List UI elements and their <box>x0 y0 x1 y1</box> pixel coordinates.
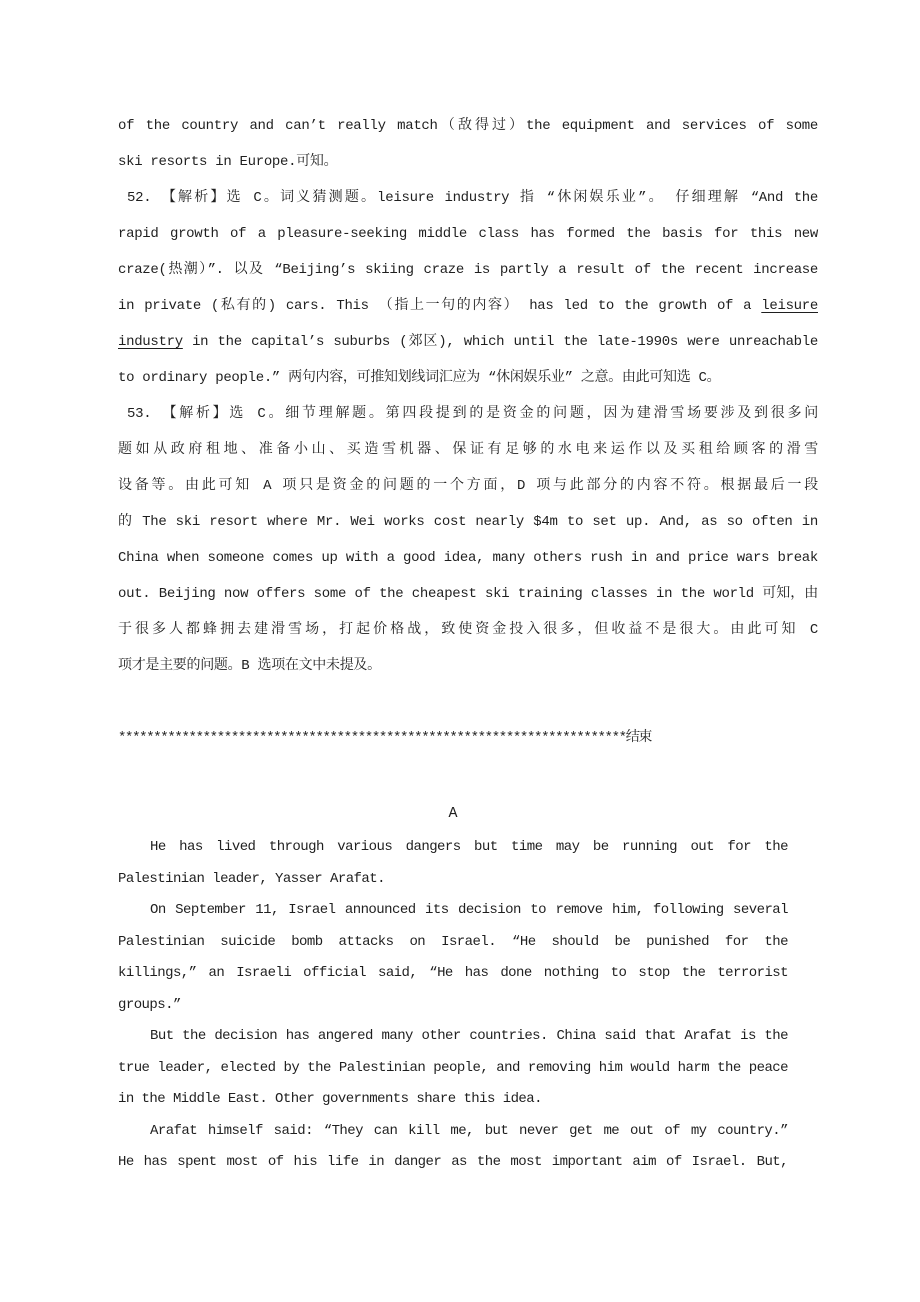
text-line <box>118 180 818 216</box>
text-line <box>118 504 818 540</box>
text-segment: ski resorts in Europe.可知。 <box>118 154 338 170</box>
answer-51-continuation <box>118 108 920 180</box>
text-line <box>118 288 818 324</box>
end-divider <box>118 720 920 756</box>
text-segment: true leader, elected by the Palestinian people, and removing him would harm the peace <box>118 1059 788 1076</box>
text-line <box>118 216 818 252</box>
text-segment: of the country and can’t really match（敌得过）the equipment and services of some <box>118 118 818 134</box>
text-segment: rapid growth of a pleasure-seeking middle class has formed the basis for this new <box>118 226 818 242</box>
passage-paragraphs <box>118 832 920 1179</box>
text-line <box>118 864 788 896</box>
answer-52-explanation <box>118 180 920 396</box>
underlined-term: leisure <box>761 298 818 314</box>
text-segment: China when someone comes up with a good idea, many others rush in and price wars break <box>118 550 818 566</box>
text-line <box>118 1116 788 1148</box>
text-line <box>118 360 818 396</box>
text-segment: in the capital’s suburbs (郊区), which until the late-1990s were unreachable <box>182 334 818 350</box>
text-line <box>118 1021 788 1053</box>
text-line <box>118 252 818 288</box>
text-segment: But the decision has angered many other countries. China said that Arafat is the <box>150 1028 788 1044</box>
text-segment: groups.” <box>118 996 181 1013</box>
text-segment: Palestinian leader, Yasser Arafat. <box>118 870 385 887</box>
text-line <box>118 432 818 468</box>
text-line <box>118 927 788 959</box>
text-line <box>118 895 788 927</box>
passage-paragraph-4 <box>118 1116 920 1179</box>
text-line <box>118 324 818 360</box>
text-line <box>118 648 818 684</box>
text-segment: 项才是主要的问题。B 选项在文中未提及。 <box>118 658 381 674</box>
end-divider-line: ************************************************************************结束 <box>118 730 651 746</box>
text-line <box>118 108 818 144</box>
text-line <box>118 540 818 576</box>
text-line <box>118 468 818 504</box>
passage-paragraph-1 <box>118 832 920 895</box>
reading-passage-section <box>118 796 920 1179</box>
text-line <box>118 1053 788 1085</box>
text-segment: out. Beijing now offers some of the cheapest ski training classes in the world 可知，由 <box>118 586 818 602</box>
text-line <box>118 1084 788 1116</box>
text-segment: in the Middle East. Other governments share this idea. <box>118 1091 542 1107</box>
text-segment: 设备等。由此可知 A 项只是资金的问题的一个方面，D 项与此部分的内容不符。根据最后一段 <box>118 478 818 494</box>
text-line <box>118 396 818 432</box>
text-segment: 52. 【解析】选 C。词义猜测题。leisure industry 指 “休闲娱乐业”。 仔细理解 “And the <box>127 190 818 206</box>
text-line <box>118 990 788 1022</box>
text-segment: to ordinary people.” 两句内容，可推知划线词汇应为 “休闲娱乐业” 之意。由此可知选 C。 <box>118 370 721 386</box>
answer-53-explanation <box>118 396 920 684</box>
underlined-term: industry <box>118 334 183 350</box>
text-segment: He has lived through various dangers but time may be running out for the <box>150 839 788 855</box>
text-segment: in private (私有的) cars. This （指上一句的内容） has led to the growth of a <box>118 298 762 314</box>
text-segment: On September 11, Israel announced its decision to remove him, following several <box>150 902 788 918</box>
text-segment: Palestinian suicide bomb attacks on Israel. “He should be punished for the <box>118 933 788 950</box>
text-segment: killings,” an Israeli official said, “He has done nothing to stop the terrorist <box>118 965 788 981</box>
text-line <box>118 958 788 990</box>
text-segment: 于很多人都蜂拥去建滑雪场，打起价格战，致使资金投入很多，但收益不是很大。由此可知 C <box>118 622 818 638</box>
answer-explanations-section <box>118 108 920 684</box>
text-segment: He has spent most of his life in danger as the most important aim of Israel. But, <box>118 1154 788 1170</box>
text-segment: 题如从政府租地、准备小山、买造雪机器、保证有足够的水电来运作以及买租给顾客的滑雪 <box>118 442 818 458</box>
passage-paragraph-2 <box>118 895 920 1021</box>
text-line <box>118 1147 788 1179</box>
text-line <box>118 832 788 864</box>
passage-paragraph-3 <box>118 1021 920 1116</box>
passage-heading: A <box>448 805 458 822</box>
text-line <box>118 576 818 612</box>
text-segment: 的 The ski resort where Mr. Wei works cost nearly $4m to set up. And, as so often in <box>118 514 818 530</box>
text-segment: Arafat himself said: “They can kill me, but never get me out of my country.” <box>150 1122 788 1139</box>
text-line <box>118 144 818 180</box>
text-segment: 53. 【解析】选 C。细节理解题。第四段提到的是资金的问题，因为建滑雪场要涉及到很多问 <box>127 406 818 422</box>
text-segment: craze(热潮）”. 以及 “Beijing’s skiing craze is partly a result of the recent increase <box>118 262 818 278</box>
text-line <box>118 612 818 648</box>
